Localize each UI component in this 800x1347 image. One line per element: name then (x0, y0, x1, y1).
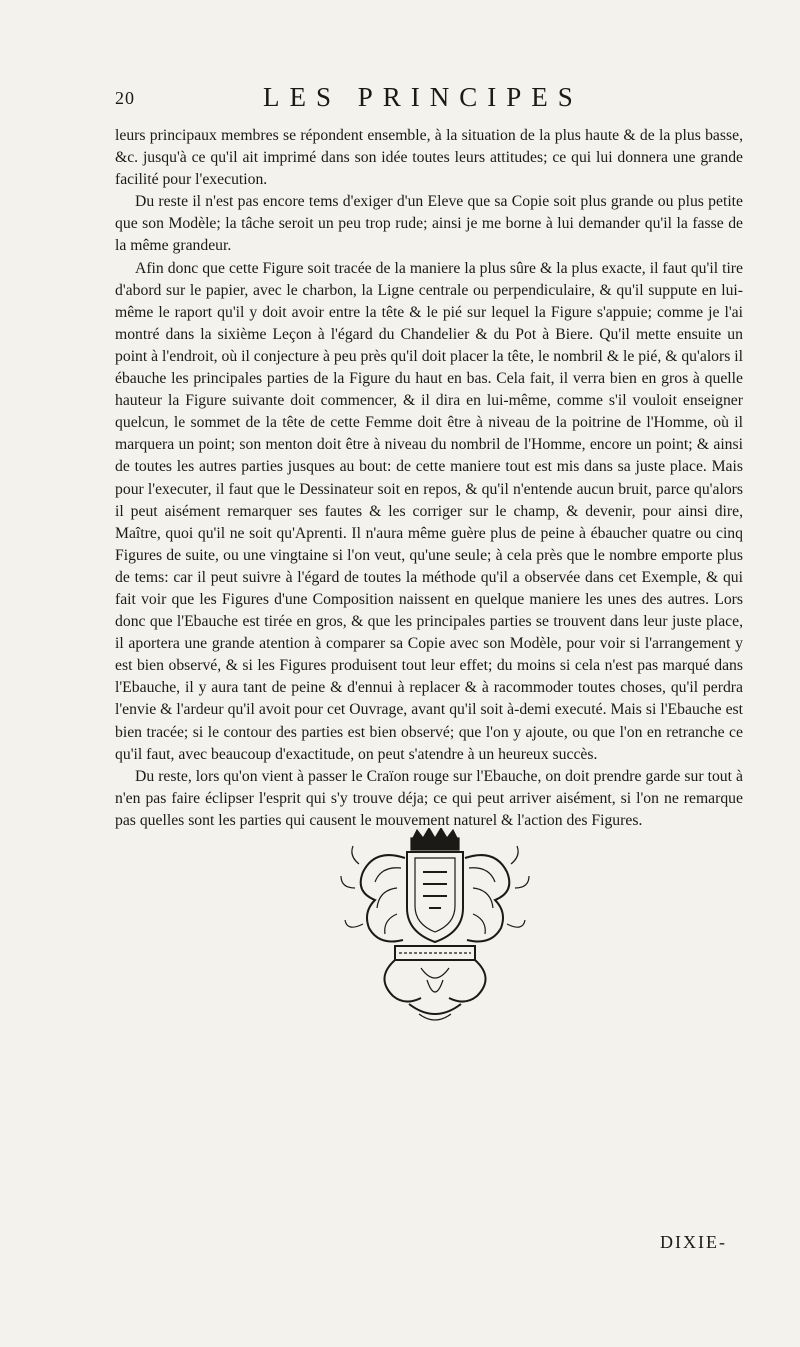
running-title: LES PRINCIPES (263, 82, 583, 112)
paragraph: Afin donc que cette Figure soit tracée de la maniere la plus sûre & la plus exacte, il faut qu'il tire d'abord sur le papier, avec le charbon, la Ligne centrale ou perpendiculaire, & qu'il suppute en lui-même le raport qu'il y doit avoir entre la tête & le pié sur lequel la Figure s'appuie; comme je l'ai montré dans la sixième Leçon à l'égard du Chandelier & du Pot à Biere. Qu'il mette ensuite un point à l'endroit, où il conjecture à peu près qu'il doit placer la tête, le nombril & le pié, & qu'alors il ébauche les principales parties de la Figure du haut en bas. Cela fait, il verra bien en gros à quelle hauteur la Figure suivante doit commencer, & il dira en lui-même, comme s'il vouloit enseigner quelcun, le sommet de la tête de cette Femme doit être à niveau de la poitrine de l'Homme, où il marquera un point; son menton doit être à niveau du nombril de l'Homme, encore un point; & ainsi de toutes les autres parties jusques au bout: de cette maniere tout est mis dans sa juste place. Mais pour l'executer, il faut que le Dessinateur soit en repos, & qu'il n'entende aucun bruit, parce qu'alors il peut aisément remarquer ses fautes & les corriger sur le champ, & devenir, pour ainsi dire, Maître, quoi qu'il ne soit qu'Aprenti. Il n'aura même guère plus de peine à ébaucher quatre ou cinq Figures de suite, ou une vingtaine si l'on veut, qu'une seule; à cela près que le nombre emporte plus de tems: car il peut suivre à l'égard de toutes la méthode qu'il a observée dans cet Exemple, & qui fait voir que les Figures d'une Composition naissent en quelque maniere les unes des autres. Lors donc que l'Ebauche est tirée en gros, & que les principales parties se trouvent dans leur juste place, il aportera une grande atention à comparer sa Copie avec son Modèle, pour voir si l'arrangement y est bien observé, & si les Figures produisent tout leur effet; du moins si cela n'est pas marqué dans l'Ebauche, il y aura tant de peine & d'ennui à replacer & à racommoder toutes choses, qu'il perdra l'envie & l'ardeur qu'il avoit pour cet Ouvrage, avant qu'il soit à-demi executé. Mais si l'Ebauche est bien tracée; si le contour des parties est bien observé; que l'on y ajoute, ou que l'on en retranche ce qu'il faut, avec beaucoup d'exactitude, on peut s'atendre à un heureux succès. (115, 259, 743, 763)
paragraph: Du reste, lors qu'on vient à passer le Craïon rouge sur l'Ebauche, on doit prendre garde sur tout à n'en pas faire éclipser l'esprit qui s'y trouve déja; ce qui peut arriver aisément, si l'on ne remarque pas quelles sont les parties qui causent le mouvement naturel & l'action des Figures. (115, 767, 743, 829)
catchword: DIXIE- (660, 1232, 727, 1252)
paragraph: leurs principaux membres se répondent ensemble, à la situation de la plus haute & de la plus basse, &c. jusqu'à ce qu'il ait imprimé dans son idée toutes leurs attitudes; ce qui lui donnera une grande facilité pour l'execution. (115, 127, 743, 189)
paragraph: Du reste il n'est pas encore tems d'exiger d'un Eleve que sa Copie soit plus grande ou plus petite que son Modèle; la tâche seroit un peu trop rude; ainsi je me borne à lui demander qu'il la fasse de la même grandeur. (115, 193, 743, 255)
page-header (115, 82, 715, 118)
ornament-vignette-icon (335, 828, 535, 1028)
body-text (115, 125, 743, 832)
page-number: 20 (115, 88, 135, 108)
